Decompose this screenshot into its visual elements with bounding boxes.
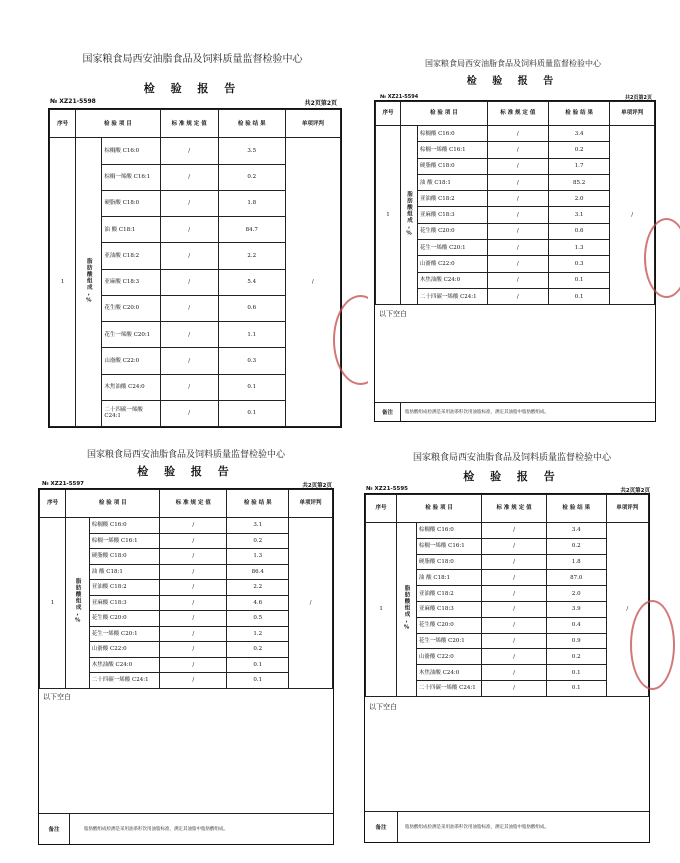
test-result: 0.1 xyxy=(227,673,289,689)
blank-notice: 以下空白 xyxy=(379,310,407,318)
standard-value: / xyxy=(482,586,547,602)
test-item: 花生酸 C20:0 xyxy=(102,295,160,321)
report-table-frame xyxy=(374,100,656,422)
standard-value: / xyxy=(487,240,548,256)
doc-number: № XZ21-5597 xyxy=(42,481,85,487)
test-result: 86.4 xyxy=(227,564,289,580)
test-item: 花生一烯酸 C20:1 xyxy=(102,322,160,348)
standard-value: / xyxy=(160,217,218,243)
report-table-frame xyxy=(48,108,342,428)
test-item: 二十四碳一烯酸 C24:1 xyxy=(416,680,481,696)
test-item: 油 酸 C18:1 xyxy=(417,174,487,190)
test-item: 亚油酸 C18:2 xyxy=(89,580,159,596)
test-item: 山嵛酸 C22:0 xyxy=(417,256,487,272)
test-result: 0.9 xyxy=(547,633,606,649)
group-label: 脂肪酸组成,% xyxy=(85,257,92,305)
col-header-verdict: 单项评判 xyxy=(610,102,655,126)
col-header-standard: 标 准 规 定 值 xyxy=(482,495,547,523)
institution-name: 国家粮食局西安油脂食品及饲料质量监督检验中心 xyxy=(86,450,285,460)
verdict: / xyxy=(610,126,655,305)
test-item: 木焦油酸 C24:0 xyxy=(89,657,159,673)
test-result: 0.3 xyxy=(218,348,285,374)
test-result: 1.3 xyxy=(548,240,609,256)
standard-value: / xyxy=(482,554,547,570)
doc-number: № XZ21-5598 xyxy=(50,98,96,105)
report-4 xyxy=(362,450,662,845)
table-row xyxy=(40,518,333,534)
test-item: 花生酸 C20:0 xyxy=(417,223,487,239)
standard-value: / xyxy=(160,348,218,374)
standard-value: / xyxy=(487,142,548,158)
standard-value: / xyxy=(160,322,218,348)
report-title: 检 验 报 告 xyxy=(466,76,560,87)
test-item: 硬脂酸 C18:0 xyxy=(89,549,159,565)
report-1 xyxy=(40,50,345,430)
report-title: 检 验 报 告 xyxy=(463,470,561,483)
doc-number: № XZ21-5594 xyxy=(380,94,419,100)
standard-value: / xyxy=(160,564,227,580)
table-row xyxy=(50,138,341,164)
test-item: 花生一烯酸 C20:1 xyxy=(417,240,487,256)
test-result: 0.2 xyxy=(227,533,289,549)
test-result: 0.2 xyxy=(227,642,289,658)
test-result: 0.5 xyxy=(227,611,289,627)
remark-label: 备注 xyxy=(375,403,401,421)
test-result: 2.2 xyxy=(218,243,285,269)
institution-name: 国家粮食局西安油脂食品及饲料质量监督检验中心 xyxy=(82,54,303,65)
standard-value: / xyxy=(160,400,218,426)
test-result: 0.6 xyxy=(218,295,285,321)
test-item: 二十四碳一烯酸 C24:1 xyxy=(417,288,487,304)
test-item: 山嵛酸 C22:0 xyxy=(89,642,159,658)
standard-value: / xyxy=(482,665,547,681)
col-header-item: 检 验 项 目 xyxy=(401,102,487,126)
verdict: / xyxy=(606,523,649,697)
blank-area xyxy=(365,699,649,809)
col-header-standard: 标 准 规 定 值 xyxy=(487,102,548,126)
test-result: 0.1 xyxy=(547,665,606,681)
standard-value: / xyxy=(482,523,547,539)
blank-area xyxy=(39,689,333,809)
col-header-result: 检 验 结 果 xyxy=(218,110,285,138)
standard-value: / xyxy=(160,626,227,642)
remark-text: 脂肪酸组成检测是采用油茶籽饮用油脂标准，测定其油脂中脂肪酸组成。 xyxy=(405,410,549,415)
standard-value: / xyxy=(487,223,548,239)
standard-value: / xyxy=(487,256,548,272)
test-result: 3.9 xyxy=(547,601,606,617)
test-result: 0.2 xyxy=(548,142,609,158)
report-table-frame xyxy=(364,493,650,843)
test-item: 亚油酸 C18:2 xyxy=(417,191,487,207)
test-result: 3.4 xyxy=(547,523,606,539)
col-header-verdict: 单项评判 xyxy=(289,490,333,518)
report-2 xyxy=(368,58,658,428)
report-title: 检 验 报 告 xyxy=(137,465,235,478)
test-result: 2.0 xyxy=(547,586,606,602)
remark-label: 备注 xyxy=(365,812,398,842)
test-result: 0.1 xyxy=(218,400,285,426)
standard-value: / xyxy=(160,533,227,549)
test-result: 0.1 xyxy=(218,374,285,400)
blank-notice: 以下空白 xyxy=(43,693,71,701)
test-result: 0.2 xyxy=(547,538,606,554)
report-table-frame xyxy=(38,488,334,845)
test-item: 亚麻酸 C18:3 xyxy=(102,269,160,295)
standard-value: / xyxy=(160,642,227,658)
standard-value: / xyxy=(482,633,547,649)
table-header-row xyxy=(50,110,341,138)
results-table xyxy=(365,494,649,697)
test-result: 1.7 xyxy=(548,158,609,174)
standard-value: / xyxy=(482,538,547,554)
test-result: 0.1 xyxy=(227,657,289,673)
test-item: 花生一烯酸 C20:1 xyxy=(416,633,481,649)
col-header-result: 检 验 结 果 xyxy=(547,495,606,523)
test-item: 花生酸 C20:0 xyxy=(89,611,159,627)
test-item: 棕榈酸 C16:0 xyxy=(89,518,159,534)
test-item: 棕榈一烯酸 C16:1 xyxy=(89,533,159,549)
page-number: 共2页第2页 xyxy=(302,483,332,489)
test-item: 亚麻酸 C18:3 xyxy=(89,595,159,611)
results-table xyxy=(375,101,655,305)
test-item: 木焦油酸 C24:0 xyxy=(417,272,487,288)
test-item: 硬脂酸 C18:0 xyxy=(417,158,487,174)
remark-row xyxy=(375,402,655,421)
test-result: 1.3 xyxy=(227,549,289,565)
standard-value: / xyxy=(160,190,218,216)
test-item: 花生酸 C20:0 xyxy=(416,617,481,633)
test-item: 亚麻酸 C18:3 xyxy=(417,207,487,223)
test-result: 1.8 xyxy=(547,554,606,570)
test-result: 0.2 xyxy=(547,649,606,665)
remark-row xyxy=(365,811,649,842)
blank-area xyxy=(375,306,655,406)
col-header-result: 检 验 结 果 xyxy=(227,490,289,518)
test-result: 2.0 xyxy=(548,191,609,207)
test-item: 亚油酸 C18:2 xyxy=(102,243,160,269)
group-label: 脂肪酸组成,% xyxy=(403,585,410,632)
test-item: 二十四碳一烯酸 C24:1 xyxy=(89,673,159,689)
standard-value: / xyxy=(160,164,218,190)
test-item: 亚麻酸 C18:3 xyxy=(416,601,481,617)
group-label: 脂肪酸组成,% xyxy=(406,190,412,238)
test-result: 0.1 xyxy=(548,288,609,304)
standard-value: / xyxy=(160,374,218,400)
test-item: 山嵛酸 C22:0 xyxy=(102,348,160,374)
standard-value: / xyxy=(160,295,218,321)
test-result: 3.4 xyxy=(548,126,609,142)
blank-notice: 以下空白 xyxy=(369,703,397,711)
standard-value: / xyxy=(160,138,218,164)
standard-value: / xyxy=(487,207,548,223)
test-item: 山嵛酸 C22:0 xyxy=(416,649,481,665)
test-item: 棕榈一烯酸 C16:1 xyxy=(417,142,487,158)
doc-number: № XZ21-5595 xyxy=(366,486,409,492)
standard-value: / xyxy=(160,611,227,627)
test-item: 棕榈酸 C16:0 xyxy=(416,523,481,539)
col-header-verdict: 单项评判 xyxy=(285,110,340,138)
standard-value: / xyxy=(482,649,547,665)
standard-value: / xyxy=(487,126,548,142)
col-header-item: 检 验 项 目 xyxy=(397,495,482,523)
verdict: / xyxy=(285,138,340,427)
test-result: 0.1 xyxy=(548,272,609,288)
col-header-seq: 序号 xyxy=(40,490,66,518)
col-header-result: 检 验 结 果 xyxy=(548,102,609,126)
standard-value: / xyxy=(160,269,218,295)
col-header-seq: 序号 xyxy=(50,110,76,138)
standard-value: / xyxy=(160,580,227,596)
test-result: 87.0 xyxy=(547,570,606,586)
institution-name: 国家粮食局西安油脂食品及饲料质量监督检验中心 xyxy=(412,453,611,463)
test-result: 1.1 xyxy=(218,322,285,348)
group-label-cell xyxy=(397,523,417,697)
institution-name: 国家粮食局西安油脂食品及饲料质量监督检验中心 xyxy=(425,59,601,68)
test-item: 油 酸 C18:1 xyxy=(416,570,481,586)
table-header-row xyxy=(376,102,655,126)
test-result: 1.2 xyxy=(227,626,289,642)
report-3 xyxy=(36,447,336,847)
standard-value: / xyxy=(160,549,227,565)
standard-value: / xyxy=(482,617,547,633)
standard-value: / xyxy=(160,243,218,269)
standard-value: / xyxy=(487,191,548,207)
col-header-item: 检 验 项 目 xyxy=(66,490,160,518)
row-number: 1 xyxy=(50,138,76,427)
test-item: 亚油酸 C18:2 xyxy=(416,586,481,602)
table-row xyxy=(376,126,655,142)
test-item: 棕榈酸 C16:0 xyxy=(102,138,160,164)
page-number: 共2页第2页 xyxy=(625,95,652,101)
test-result: 0.3 xyxy=(548,256,609,272)
col-header-standard: 标 准 规 定 值 xyxy=(160,490,227,518)
standard-value: / xyxy=(482,680,547,696)
test-item: 花生一烯酸 C20:1 xyxy=(89,626,159,642)
test-result: 3.5 xyxy=(218,138,285,164)
test-result: 0.6 xyxy=(548,223,609,239)
remark-label: 备注 xyxy=(39,814,70,844)
results-table xyxy=(49,109,341,427)
remark-row xyxy=(39,813,333,844)
test-item: 硬脂酸 C18:0 xyxy=(416,554,481,570)
standard-value: / xyxy=(487,158,548,174)
col-header-standard: 标 准 规 定 值 xyxy=(160,110,218,138)
page-number: 共2页第2页 xyxy=(620,488,650,494)
test-result: 3.1 xyxy=(227,518,289,534)
table-row xyxy=(366,523,649,539)
table-header-row xyxy=(40,490,333,518)
standard-value: / xyxy=(160,518,227,534)
verdict: / xyxy=(289,518,333,689)
standard-value: / xyxy=(482,570,547,586)
group-label-cell xyxy=(76,138,102,427)
test-item: 棕榈酸 C16:0 xyxy=(417,126,487,142)
table-header-row xyxy=(366,495,649,523)
col-header-verdict: 单项评判 xyxy=(606,495,649,523)
report-title: 检 验 报 告 xyxy=(143,82,242,95)
col-header-item: 检 验 项 目 xyxy=(76,110,160,138)
test-item: 油 酸 C18:1 xyxy=(102,217,160,243)
standard-value: / xyxy=(160,673,227,689)
group-label-cell xyxy=(401,126,418,305)
group-label-cell xyxy=(66,518,89,689)
test-item: 棕榈一烯酸 C16:1 xyxy=(102,164,160,190)
standard-value: / xyxy=(160,657,227,673)
test-result: 5.4 xyxy=(218,269,285,295)
test-result: 0.2 xyxy=(218,164,285,190)
test-result: 85.2 xyxy=(548,174,609,190)
test-result: 0.4 xyxy=(547,617,606,633)
test-item: 棕榈一烯酸 C16:1 xyxy=(416,538,481,554)
test-item: 木焦油酸 C24:0 xyxy=(102,374,160,400)
row-number: 1 xyxy=(376,126,401,305)
page-number: 共2页第2页 xyxy=(304,100,337,107)
official-seal xyxy=(630,600,675,690)
test-result: 0.1 xyxy=(547,680,606,696)
results-table xyxy=(39,489,333,689)
test-result: 3.1 xyxy=(548,207,609,223)
test-result: 4.6 xyxy=(227,595,289,611)
standard-value: / xyxy=(487,272,548,288)
test-result: 1.8 xyxy=(218,190,285,216)
test-item: 二十四碳一烯酸 C24:1 xyxy=(102,400,160,426)
group-label: 脂肪酸组成,% xyxy=(74,578,81,625)
remark-text: 脂肪酸组成检测是采用油茶籽饮用油脂标准，测定其油脂中脂肪酸组成。 xyxy=(84,827,228,832)
standard-value: / xyxy=(482,601,547,617)
test-item: 硬脂酸 C18:0 xyxy=(102,190,160,216)
standard-value: / xyxy=(487,174,548,190)
remark-text: 脂肪酸组成检测是采用油茶籽饮用油脂标准，测定其油脂中脂肪酸组成。 xyxy=(405,825,549,830)
standard-value: / xyxy=(160,595,227,611)
standard-value: / xyxy=(487,288,548,304)
test-item: 油 酸 C18:1 xyxy=(89,564,159,580)
test-result: 2.2 xyxy=(227,580,289,596)
row-number: 1 xyxy=(366,523,397,697)
row-number: 1 xyxy=(40,518,66,689)
test-result: 84.7 xyxy=(218,217,285,243)
test-item: 木焦油酸 C24:0 xyxy=(416,665,481,681)
col-header-seq: 序号 xyxy=(366,495,397,523)
col-header-seq: 序号 xyxy=(376,102,401,126)
